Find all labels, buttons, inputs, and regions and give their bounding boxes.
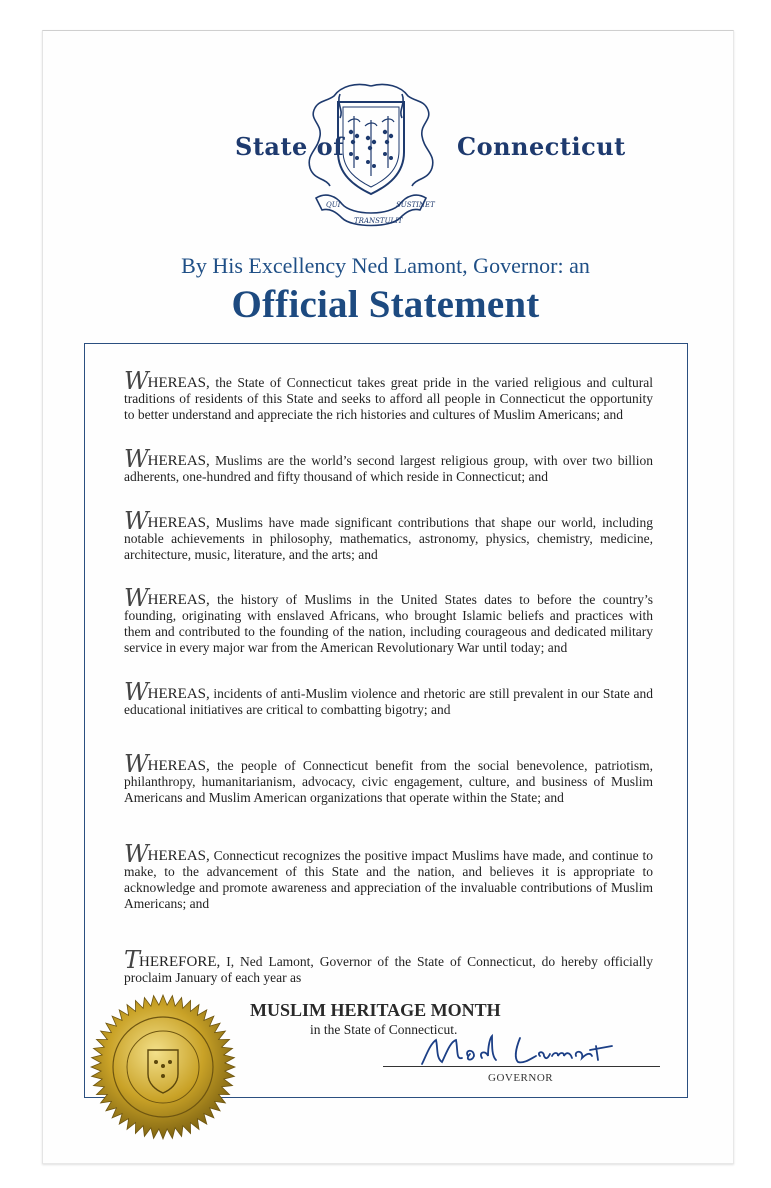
drop-cap: T	[124, 946, 137, 974]
header-state-of: State of	[235, 132, 345, 161]
whereas-paragraph-7: WHEREAS, Connecticut recognizes the positive impact Muslims have made, and continue to make, to the advancement of this State and the nation, and believes it is appropriate to acknowledge and promote awareness and appreciation of the invaluable contributions of Muslim Americans; and	[124, 840, 653, 911]
whereas-paragraph-2: WHEREAS, Muslims are the world’s second largest religious group, with over two billion adherents, one-hundred and fifty thousand of which reside in Connecticut; and	[124, 445, 653, 484]
proclamation-subtitle: in the State of Connecticut.	[310, 1022, 458, 1037]
drop-cap: W	[124, 584, 145, 612]
motto-sustinet: SUSTINET	[396, 201, 435, 209]
proclamation-title: MUSLIM HERITAGE MONTH	[250, 1000, 501, 1020]
whereas-paragraph-5: WHEREAS, incidents of anti-Muslim violence and rhetoric are still prevalent in our State and educational initiatives are critical to combatting bigotry; and	[124, 678, 653, 717]
drop-cap: W	[124, 367, 145, 395]
whereas-paragraph-6: WHEREAS, the people of Connecticut benefit from the social benevolence, patriotism, philanthropy, humanitarianism, advocacy, civic engagement, culture, and business of Muslim Americans and Muslim American organizations that operate within the State; and	[124, 750, 653, 805]
drop-cap: W	[124, 750, 145, 778]
drop-cap: W	[124, 507, 145, 535]
page-title: Official Statement	[231, 283, 540, 326]
whereas-paragraph-3: WHEREAS, Muslims have made significant contributions that shape our world, including notable achievements in philosophy, mathematics, astronomy, physics, chemistry, medicine, architecture, music, literature, and the arts; and	[124, 507, 653, 562]
signature-line	[383, 1066, 660, 1067]
drop-cap: W	[124, 840, 145, 868]
drop-cap: W	[124, 678, 145, 706]
gold-state-seal-icon	[90, 994, 236, 1140]
byline: By His Excellency Ned Lamont, Governor: an	[181, 253, 590, 278]
state-coat-of-arms-icon	[296, 80, 446, 232]
therefore-paragraph: THEREFORE, I, Ned Lamont, Governor of the State of Connecticut, do hereby officially proclaim January of each year as	[124, 946, 653, 985]
signature-title: GOVERNOR	[488, 1072, 554, 1084]
whereas-paragraph-4: WHEREAS, the history of Muslims in the United States dates to before the country’s founding, originating with enslaved Africans, who brought Islamic beliefs and practices with them and contributed to the founding of the nation, including courageous and dedicated military service in every major war from the American Revolutionary War until today; and	[124, 584, 653, 655]
motto-qui: QUI	[326, 201, 341, 209]
whereas-paragraph-1: WHEREAS, the State of Connecticut takes great pride in the varied religious and cultural traditions of residents of this State and seeks to afford all people in Connecticut the opportunity to better understand and appreciate the rich histories and cultures of Muslim Americans; and	[124, 367, 653, 422]
drop-cap: W	[124, 445, 145, 473]
motto-transtulit: TRANSTULIT	[354, 217, 403, 225]
header-connecticut: Connecticut	[457, 132, 626, 161]
